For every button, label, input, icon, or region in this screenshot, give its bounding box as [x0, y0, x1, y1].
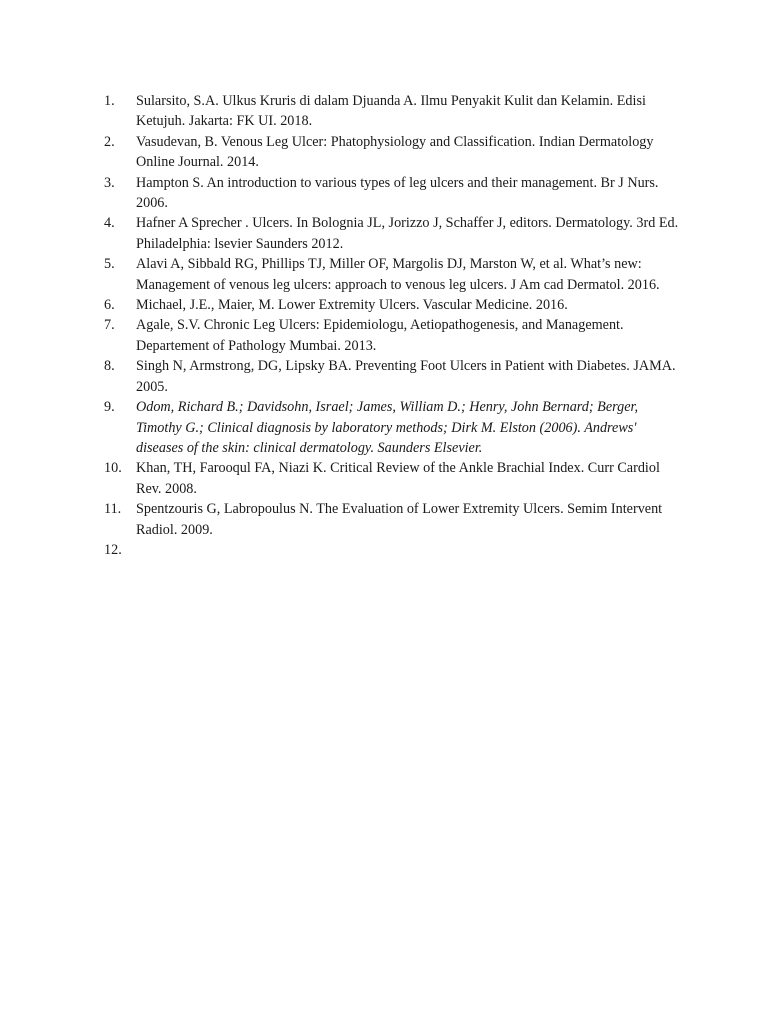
reference-text: Hampton S. An introduction to various types of leg ulcers and their management. Br J Nurs. 2006.: [136, 174, 659, 212]
reference-text: Vasudevan, B. Venous Leg Ulcer: Phatophysiology and Classification. Indian Dermatology Online Journal. 2014.: [136, 133, 654, 171]
reference-text: Odom, Richard B.; Davidsohn, Israel; James, William D.; Henry, John Bernard; Berger, Timothy G.; Clinical diagnosis by laboratory methods; Dirk M. Elston (2006). Andrews' diseases of the skin: clinical dermatology. Saunders Elsevier.: [136, 399, 638, 456]
reference-number: 2.: [104, 133, 115, 150]
reference-item: [104, 254, 684, 295]
reference-number: 10.: [104, 460, 122, 477]
reference-item: [104, 132, 684, 173]
reference-text: Khan, TH, Farooqul FA, Niazi K. Critical Review of the Ankle Brachial Index. Curr Cardiol Rev. 2008.: [136, 460, 660, 497]
reference-number: 12.: [104, 541, 122, 558]
reference-number: 11.: [104, 501, 122, 518]
reference-item: [104, 173, 684, 214]
reference-text: [136, 540, 684, 560]
reference-text: Singh N, Armstrong, DG, Lipsky BA. Preventing Foot Ulcers in Patient with Diabetes. JAMA. 2005.: [136, 358, 676, 395]
reference-item: [104, 397, 684, 458]
reference-number: 3.: [104, 174, 115, 191]
reference-number: 8.: [104, 358, 115, 375]
reference-number: 7.: [104, 317, 115, 334]
reference-item: [104, 540, 684, 560]
reference-text: Hafner A Sprecher . Ulcers. In Bolognia JL, Jorizzo J, Schaffer J, editors. Dermatology. 3rd Ed. Philadelphia: lsevier Saunders 2012.: [136, 215, 679, 252]
reference-item: [104, 213, 684, 254]
reference-item: [104, 499, 684, 540]
reference-number: 5.: [104, 256, 115, 273]
reference-list: [104, 91, 684, 560]
reference-number: 6.: [104, 297, 115, 314]
reference-text: Michael, J.E., Maier, M. Lower Extremity Ulcers. Vascular Medicine. 2016.: [136, 297, 568, 314]
reference-item: [104, 458, 684, 499]
reference-number: 4.: [104, 215, 115, 232]
reference-text: Sularsito, S.A. Ulkus Kruris di dalam Djuanda A. Ilmu Penyakit Kulit dan Kelamin. Edisi Ketujuh. Jakarta: FK UI. 2018.: [136, 93, 646, 130]
reference-text: Alavi A, Sibbald RG, Phillips TJ, Miller OF, Margolis DJ, Marston W, et al. What’s new: Management of venous leg ulcers: approach to venous leg ulcers. J Am cad Dermatol. 2016.: [136, 256, 660, 293]
reference-item: [104, 315, 684, 356]
reference-item: [104, 91, 684, 132]
reference-number: 9.: [104, 399, 115, 416]
reference-item: [104, 356, 684, 397]
reference-text: Spentzouris G, Labropoulus N. The Evaluation of Lower Extremity Ulcers. Semim Intervent Radiol. 2009.: [136, 501, 663, 538]
reference-number: 1.: [104, 93, 115, 109]
reference-item: [104, 295, 684, 315]
reference-text: Agale, S.V. Chronic Leg Ulcers: Epidemiologu, Aetiopathogenesis, and Management. Departement of Pathology Mumbai. 2013.: [136, 317, 624, 354]
